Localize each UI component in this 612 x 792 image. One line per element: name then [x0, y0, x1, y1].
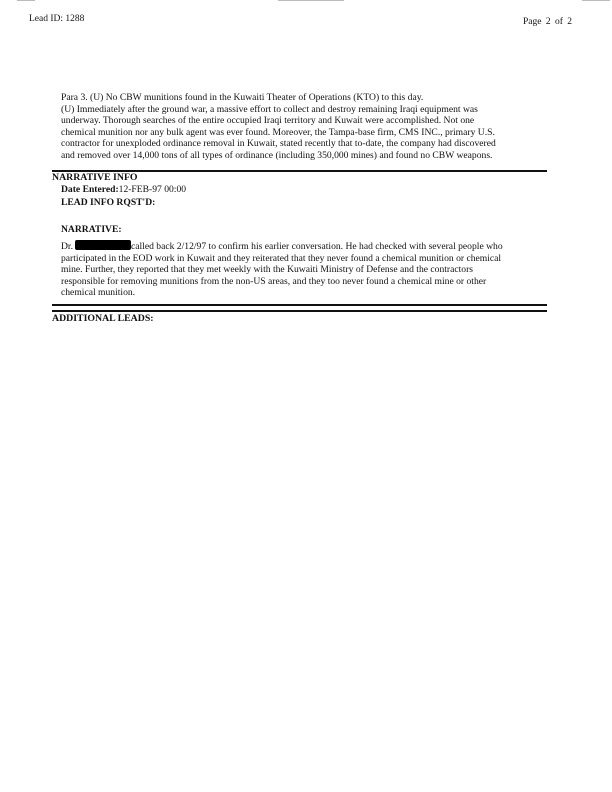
para-line: (U) Immediately after the ground war, a massive effort to collect and destroy remaining Iraqi equipment was [61, 103, 478, 115]
narrative-line1: called back 2/12/97 to confirm his earlier conversation. He had checked with several people who [131, 241, 503, 252]
para-3 [61, 92, 551, 162]
date-entered-field [61, 184, 186, 195]
divider [52, 304, 547, 306]
narrative-prefix: Dr. [61, 241, 73, 252]
narrative-line: responsible for removing munitions from the non-US areas, and they too never found a chemical mine or other [61, 275, 487, 287]
para-line: contractor for unexploded ordinance removal in Kuwait, stated recently that to-date, the company had discovered [61, 138, 496, 150]
narrative-info-title: NARRATIVE INFO [52, 172, 138, 183]
para-line: and removed over 14,000 tons of all types of ordinance (including 350,000 mines) and found no CBW weapons. [61, 149, 493, 161]
date-entered-label: Date Entered: [61, 184, 119, 195]
date-entered-value: 12-FEB-97 00:00 [118, 184, 187, 195]
narrative-line: chemical munition. [61, 287, 136, 299]
redaction-block [75, 240, 131, 250]
narrative-line [61, 240, 551, 253]
scan-mark [582, 0, 610, 1]
para-line: underway. Thorough searches of the entire occupied Iraqi territory and Kuwait were accomplished. Not one [61, 115, 475, 127]
lead-info-label: LEAD INFO RQST'D: [61, 197, 156, 208]
para-line: Para 3. (U) No CBW munitions found in the Kuwaiti Theater of Operations (KTO) to this day. [61, 92, 424, 103]
lead-id: Lead ID: 1288 [29, 14, 85, 24]
scan-mark [17, 0, 35, 1]
page-number: Page 2 of 2 [523, 17, 573, 27]
additional-leads-title: ADDITIONAL LEADS: [52, 313, 154, 324]
narrative-text [61, 240, 551, 299]
scan-mark [278, 0, 344, 1]
para-line: chemical munition nor any bulk agent was ever found. Moreover, the Tampa-base firm, CMS INC., primary U.S. [61, 126, 495, 138]
lead-info-field [61, 197, 155, 208]
divider [52, 310, 547, 312]
narrative-label: NARRATIVE: [61, 224, 122, 235]
narrative-label-wrap [61, 224, 122, 235]
narrative-line: mine. Further, they reported that they met weekly with the Kuwaiti Ministry of Defense and the contractors [61, 264, 474, 276]
narrative-line: participated in the EOD work in Kuwait and they reiterated that they never found a chemical munition or chemical [61, 252, 502, 264]
